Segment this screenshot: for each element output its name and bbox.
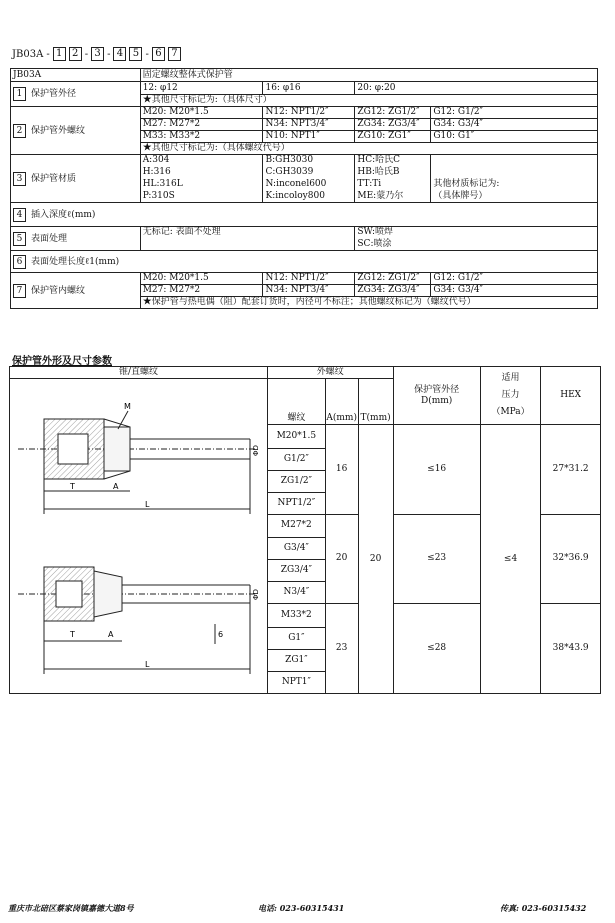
label-t-2: T [70, 630, 75, 639]
col-hex-header: HEX [541, 367, 601, 425]
label-a-2: A [108, 630, 114, 639]
row-1-label: 1 保护管外径 [11, 82, 141, 107]
label-m: M [124, 402, 131, 411]
thread-2 [94, 571, 122, 617]
thread-top-1 [104, 419, 130, 427]
row-1-note: ★其他尺寸标记为:（具体尺寸） [140, 95, 597, 107]
order-table: JB03A 固定螺纹整体式保护管 1 保护管外径 12: φ12 16: φ16 20: φ:20 ★其他尺寸标记为:（具体尺寸） 2 保护管外螺纹 M20: M20*1.5 N12: NPT1/2″ ZG12: ZG1/2″ G12: G1/2″ M27: M27*2 N34: NPT3/4″ ZG34: ZG3/4″ G34: G3/4″ M33: M33*2 N10: NPT1″ ZG10: ZG1″ G10: G1″ ★其他尺寸标记为:（具体螺纹代号） 3 保护管材质 A:304 B:GH3030 HC:哈氏C H:316 C:GH3039 HB:哈氏B HL:316L N:inconel600 TT:Ti 其他材质标记为: P:310S K:incoloy800 ME:蒙乃尔 （具体牌号） 4 插入深度ℓ(mm) 5 表面处理 无标记: 表面不处理 SW:喷焊 SC:喷涂 6 表面处理长度ℓ1(mm) 7 保护管内螺纹 M20: M20*1.5 N12: NPT1/2″ ZG12: ZG1/2″ G12: G1/2″ M27: M27*2 N34: NPT3/4″ ZG34: ZG3/4″ G34: G3/4″ ★保护管与热电偶（阻）配套订货时，内径可不标注；其他螺纹标记为（螺纹代号） [10, 68, 598, 309]
row-7-label: 7 保护管内螺纹 [11, 273, 141, 309]
code-box-2: 2 [69, 47, 82, 61]
row-3-label: 3 保护管材质 [11, 155, 141, 203]
section-title: 保护管外形及尺寸参数 [12, 356, 112, 367]
code-box-5: 5 [129, 47, 142, 61]
hex-bore-2 [56, 581, 82, 607]
order-title-right: 固定螺纹整体式保护管 [140, 69, 597, 82]
code-box-7: 7 [168, 47, 181, 61]
pressure-value: ≤4 [480, 425, 541, 694]
col-d-header: 保护管外径D(mm) [393, 367, 480, 425]
row-7-note: ★保护管与热电偶（阻）配套订货时，内径可不标注；其他螺纹标记为（螺纹代号） [140, 297, 597, 309]
drawing-taper-thread [18, 567, 255, 674]
order-title-left: JB03A [11, 69, 141, 82]
footer-address: 重庆市北碚区蔡家岗镇嘉德大道8号 [8, 903, 134, 913]
drawing-cell [10, 379, 268, 694]
col-pressure-header: 适用 压力 （MPa） [480, 367, 541, 425]
row-2-label: 2 保护管外螺纹 [11, 107, 141, 155]
model-prefix: JB03A [12, 48, 44, 60]
code-box-4: 4 [113, 47, 126, 61]
drawing-header: 锥/直螺纹 [10, 367, 268, 379]
code-box-1: 1 [53, 47, 66, 61]
hex-bore-1 [58, 434, 88, 464]
footer-fax: 传真: 023-60315432 [500, 903, 587, 913]
code-box-3: 3 [91, 47, 104, 61]
label-d-2: ΦD [252, 589, 260, 600]
thread-bot-1 [104, 471, 130, 479]
row-6-label: 6 表面处理长度ℓ1(mm) [11, 251, 598, 273]
t-value: 20 [358, 425, 393, 694]
row-2-note: ★其他尺寸标记为:（具体螺纹代号） [140, 143, 597, 155]
col-thread-header: 螺纹 [268, 379, 326, 425]
tube-drawings [10, 379, 267, 689]
row-5-label: 5 表面处理 [11, 227, 141, 251]
footer-phone: 电话: 023-60315431 [258, 903, 345, 913]
drawing-straight-thread [18, 411, 255, 514]
label-l-2: L [145, 660, 150, 669]
thread-1 [104, 427, 130, 471]
row-4-label: 4 插入深度ℓ(mm) [11, 203, 598, 227]
col-a-header: A(mm) [325, 379, 358, 425]
label-6: 6 [218, 630, 224, 639]
label-a-1: A [113, 482, 119, 491]
col-t-header: T(mm) [358, 379, 393, 425]
code-box-6: 6 [152, 47, 165, 61]
label-d-1: ΦD [252, 445, 260, 456]
dimension-table: 锥/直螺纹 外螺纹 保护管外径D(mm) 适用 压力 （MPa） HEX M T A L ΦD T A L 6 ΦD 螺纹 A(mm) T(mm) M20*1.5 16 20 ≤16 ≤4 27*31.2 G1/2″ ZG1/2″ NPT1/2″ M27*2 20 ≤23 32*36.9 G3/4″ ZG3/4″ N3/4″ M33*2 23 ≤28 38*43.9 G1″ ZG1″ NPT1″ [9, 366, 601, 694]
label-l-1: L [145, 500, 150, 509]
outer-thread-header: 外螺纹 [268, 367, 394, 379]
label-t-1: T [70, 482, 75, 491]
model-code: JB03A - 1 2 - 3 - 4 5 - 6 7 [12, 47, 181, 61]
